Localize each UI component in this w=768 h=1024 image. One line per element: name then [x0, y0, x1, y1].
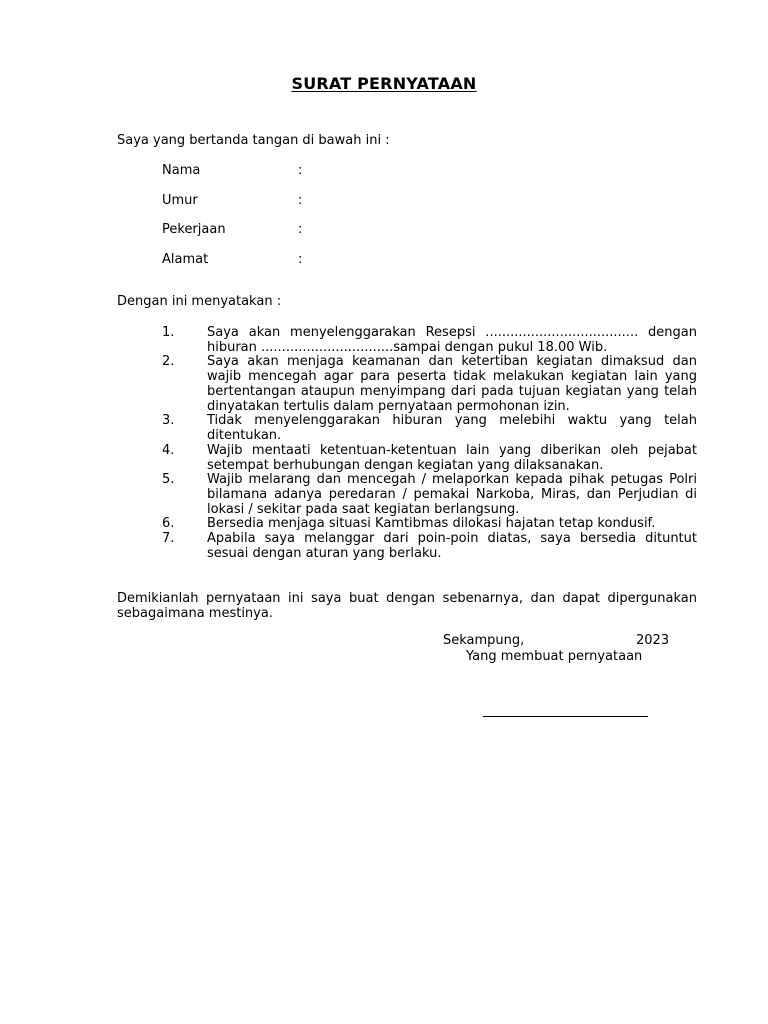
field-colon: :	[298, 222, 303, 237]
field-colon: :	[298, 163, 303, 178]
field-colon: :	[298, 193, 303, 208]
list-item-number: 3.	[162, 413, 175, 428]
year-text: 2023	[636, 633, 670, 648]
list-item-text: Apabila saya melanggar dari poin-poin diatas, saya bersedia dituntut sesuai dengan aturan yang berlaku.	[207, 531, 697, 561]
list-item-number: 6.	[162, 516, 175, 531]
list-item-text: Saya akan menyelenggarakan Resepsi ..................................... dengan hiburan ................................sampai dengan pukul 18.00 Wib.	[207, 325, 697, 355]
list-item-number: 4.	[162, 443, 175, 458]
document-title: SURAT PERNYATAAN	[291, 74, 477, 93]
list-item-number: 5.	[162, 472, 175, 487]
signer-text: Yang membuat pernyataan	[466, 649, 643, 664]
list-item-number: 1.	[162, 325, 175, 340]
signature-line	[483, 716, 648, 717]
place-text: Sekampung,	[443, 633, 525, 648]
list-item-text: Wajib melarang dan mencegah / melaporkan kepada pihak petugas Polri bilamana adanya peredaran / pemakai Narkoba, Miras, dan Perjudian di lokasi / sekitar pada saat kegiatan berlangsung.	[207, 472, 697, 517]
field-label-umur: Umur	[162, 193, 198, 208]
list-item-text: Tidak menyelenggarakan hiburan yang melebihi waktu yang telah ditentukan.	[207, 413, 697, 443]
list-item-text: Bersedia menjaga situasi Kamtibmas dilokasi hajatan tetap kondusif.	[207, 516, 656, 531]
declaration-heading: Dengan ini menyatakan :	[117, 294, 282, 309]
field-label-pekerjaan: Pekerjaan	[162, 222, 226, 237]
field-label-nama: Nama	[162, 163, 201, 178]
list-item-number: 2.	[162, 354, 175, 369]
list-item-number: 7.	[162, 531, 175, 546]
list-item-text: Wajib mentaati ketentuan-ketentuan lain yang diberikan oleh pejabat setempat berhubungan dengan kegiatan yang dilaksanakan.	[207, 443, 697, 473]
list-item-text: Saya akan menjaga keamanan dan ketertiban kegiatan dimaksud dan wajib mencegah agar para peserta tidak melakukan kegiatan lain yang bertentangan ataupun menyimpang dari pada tujuan kegiatan yang telah dinyatakan tertulis dalam pernyataan permohonan izin.	[207, 354, 697, 414]
intro-text: Saya yang bertanda tangan di bawah ini :	[117, 133, 390, 148]
field-label-alamat: Alamat	[162, 252, 209, 267]
closing-paragraph: Demikianlah pernyataan ini saya buat dengan sebenarnya, dan dapat dipergunakan sebagaimana mestinya.	[117, 591, 697, 621]
field-colon: :	[298, 252, 303, 267]
